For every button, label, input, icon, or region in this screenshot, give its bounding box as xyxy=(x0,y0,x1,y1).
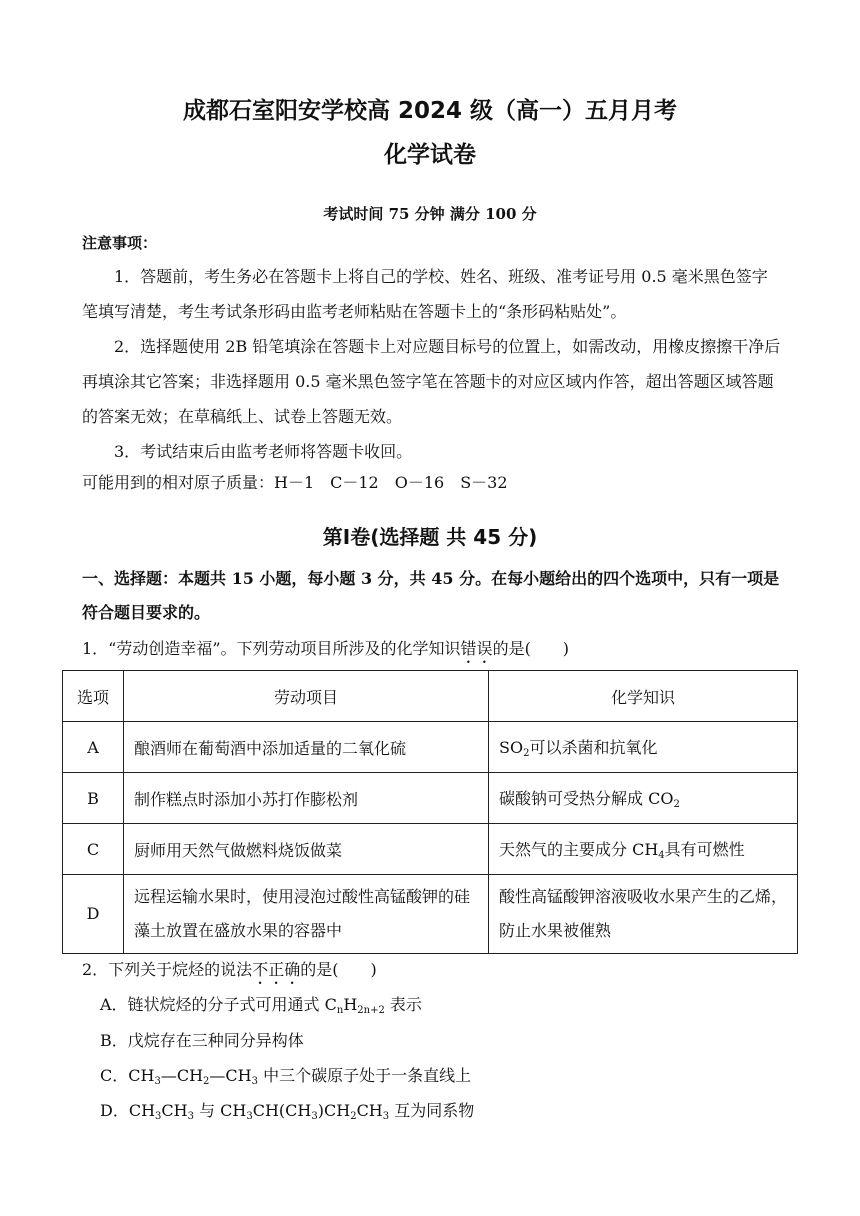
subscript: 3 xyxy=(246,1111,253,1122)
question-1-stem xyxy=(82,636,569,667)
row-project: 制作糕点时添加小苏打作膨松剂 xyxy=(124,773,489,824)
subscript: 3 xyxy=(311,1111,318,1122)
row-knowledge: 酸性高锰酸钾溶液吸收水果产生的乙烯，防止水果被催熟 xyxy=(489,875,798,954)
choice-text: —CH xyxy=(209,1066,252,1085)
notice-item-1: 1．答题前，考生务必在答题卡上将自己的学校、姓名、班级、准考证号用 0.5 毫米黑色签字笔填写清楚，考生考试条形码由监考老师粘贴在答题卡上的“条形码粘贴处”。 xyxy=(82,267,768,321)
subscript: 3 xyxy=(154,1076,161,1087)
choice-text: CH xyxy=(356,1101,383,1120)
header-option: 选项 xyxy=(63,671,124,722)
subscript: n xyxy=(336,1005,344,1016)
row-option: B xyxy=(63,773,124,824)
exam-meta: 考试时间 75 分钟 满分 100 分 xyxy=(323,205,537,223)
row-option: A xyxy=(63,722,124,773)
q1-stem-post: 的是( ) xyxy=(492,639,570,658)
question-1-table xyxy=(62,670,798,954)
atomic-mass-line: 可能用到的相对原子质量：H－1 C－12 O－16 S－32 xyxy=(82,473,508,492)
subscript: 2 xyxy=(350,1111,357,1122)
q2-choice-b: B．戊烷存在三种同分异构体 xyxy=(100,1031,304,1050)
row-option: D xyxy=(63,875,124,954)
choice-text: H xyxy=(343,995,358,1014)
choice-text: 与 CH xyxy=(193,1101,247,1120)
row-option: C xyxy=(63,824,124,875)
row-project: 酿酒师在葡萄酒中添加适量的二氧化硫 xyxy=(124,722,489,773)
row-knowledge xyxy=(489,824,798,875)
section-title: 第Ⅰ卷(选择题 共 45 分) xyxy=(322,525,538,549)
q2-stem-post: 的是( ) xyxy=(300,960,377,979)
choice-text: —CH xyxy=(160,1066,204,1085)
header-knowledge: 化学知识 xyxy=(489,671,798,722)
exam-title: 成都石室阳安学校高 2024 级（高一）五月月考 xyxy=(182,98,678,124)
subscript: 3 xyxy=(382,1111,390,1122)
question-2-stem xyxy=(82,957,377,988)
table-row xyxy=(63,875,798,954)
choice-text: 表示 xyxy=(384,995,422,1014)
header-project: 劳动项目 xyxy=(124,671,489,722)
choice-text: CH(CH xyxy=(252,1101,312,1120)
table-header-row xyxy=(63,671,798,722)
subscript: 2n+2 xyxy=(357,1005,385,1016)
q1-stem-emphasis: 错误 xyxy=(460,639,493,658)
subscript: 2 xyxy=(523,748,530,759)
choice-text: CH xyxy=(161,1101,188,1120)
subscript: 3 xyxy=(187,1111,194,1122)
subscript: 4 xyxy=(658,850,665,861)
notice-item-2: 2．选择题使用 2B 铅笔填涂在答题卡上对应题目标号的位置上，如需改动，用橡皮擦擦干净后再填涂其它答案；非选择题用 0.5 毫米黑色签字笔在答题卡的对应区域内作答，超出答题区域答题的答案无效；在草稿纸上、试卷上答题无效。 xyxy=(82,337,781,426)
part-heading: 一、选择题：本题共 15 小题，每小题 3 分，共 45 分。在每小题给出的四个选项中，只有一项是符合题目要求的。 xyxy=(82,569,780,622)
subscript: 2 xyxy=(673,799,680,810)
row-knowledge xyxy=(489,722,798,773)
knowledge-text: 具有可燃性 xyxy=(664,840,745,859)
exam-subject: 化学试卷 xyxy=(384,142,476,168)
table-row xyxy=(63,824,798,875)
row-knowledge xyxy=(489,773,798,824)
table-row xyxy=(63,773,798,824)
knowledge-text: 碳酸钠可受热分解成 CO xyxy=(499,789,674,808)
q2-choice-a xyxy=(100,992,422,1016)
subscript: 3 xyxy=(155,1111,162,1122)
row-project: 远程运输水果时，使用浸泡过酸性高锰酸钾的硅藻土放置在盛放水果的容器中 xyxy=(124,875,489,954)
choice-text: C．CH xyxy=(100,1066,155,1085)
q2-choice-c xyxy=(100,1063,471,1087)
notice-item-3: 3．考试结束后由监考老师将答题卡收回。 xyxy=(114,442,413,461)
table-row xyxy=(63,722,798,773)
subscript: 3 xyxy=(251,1076,258,1087)
choice-text: )CH xyxy=(317,1101,351,1120)
q2-stem-pre: 2．下列关于烷烃的说法 xyxy=(82,960,253,979)
q2-choice-d xyxy=(100,1098,474,1122)
notice-heading: 注意事项： xyxy=(82,234,158,252)
row-project: 厨师用天然气做燃料烧饭做菜 xyxy=(124,824,489,875)
choice-text: D．CH xyxy=(100,1101,156,1120)
choice-text: A．链状烷烃的分子式可用通式 C xyxy=(100,995,337,1014)
knowledge-text: SO xyxy=(499,738,524,757)
choice-text: 中三个碳原子处于一条直线上 xyxy=(257,1066,472,1085)
q2-stem-emphasis: 不正确 xyxy=(252,960,301,979)
subscript: 2 xyxy=(203,1076,210,1087)
choice-text: 互为同系物 xyxy=(389,1101,475,1120)
knowledge-text: 天然气的主要成分 CH xyxy=(499,840,659,859)
q1-stem-pre: 1．“劳动创造幸福”。下列劳动项目所涉及的化学知识 xyxy=(82,639,461,658)
knowledge-text: 可以杀菌和抗氧化 xyxy=(529,738,658,757)
